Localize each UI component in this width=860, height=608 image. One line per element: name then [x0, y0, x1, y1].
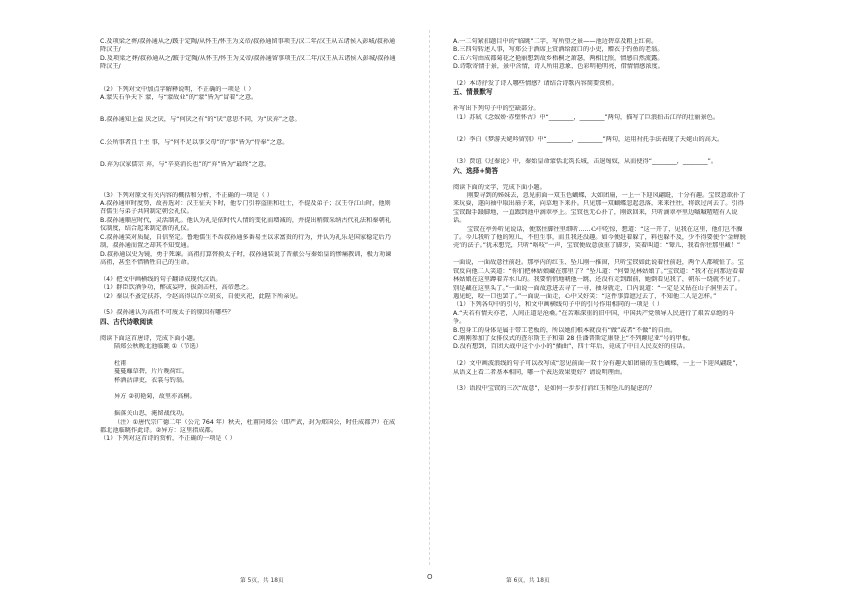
- passage-line: 钗反向他二人笑道：“你们把林姑娘藏在那里了？”坠儿道：“何曾见林姑娘了。”宝钗道：“我才在河那边看着: [453, 267, 745, 275]
- option-line: C.五六句由成都菊花之艳丽想到故乡梧桐之萧瑟，两相比照，情感自然流露。: [453, 54, 664, 62]
- right-column: [453, 38, 769, 394]
- question-stem: （2）下列对文中加点字解释说明，不正确的一项是（ ）: [100, 85, 255, 93]
- option-line: D.弃为汉家儒宗 弃，与“辛莫消长也”的“弃”皆为“最终”之意。: [100, 161, 271, 169]
- poem-line: 蔓蔓蘼草碧，片片晚荷红。: [114, 368, 189, 376]
- section-heading: 六、选择+简答: [453, 166, 499, 175]
- section-heading: 五、情景默写: [453, 88, 493, 97]
- passage-line: 壳’的法子。”犹未想完，只听“咯吱”一声，宝钗便故意放重了脚步，笑着叫道：“颦儿，我看你往那里藏！”: [453, 242, 741, 250]
- section-heading: 四、古代诗歌阅读: [100, 317, 153, 326]
- spacer: [100, 385, 410, 393]
- spacer: [453, 122, 769, 136]
- option-line: 召儒生与弟子共同制定朝会礼仪。: [100, 208, 193, 216]
- option-line: 仪制度，结合起来制定新的礼仪。: [100, 225, 193, 233]
- question-stem: （4）把文中画横线的句子翻译成现代汉语。: [100, 275, 222, 283]
- passage-line: 了。今儿我听了他的短儿，不但生事，而且我还没趣。如今便赶着躲了，料也躲不及，少不得要使个‘金蝉脱: [453, 234, 746, 242]
- spacer: [100, 147, 410, 161]
- spacer: [100, 301, 410, 309]
- page-footer-left: 第 5页，共 18页: [240, 578, 284, 584]
- option-line: B.包身工的身体是属于带工老板的，所以她们根本就没有“做”或者“不做”的自由。: [453, 326, 677, 334]
- text-line: （2）秦以不蚤定扶苏，令赵高得以诈立胡亥，自使灭祀，此陛下所亲见。: [100, 292, 302, 300]
- fill-blank-line: （1）苏轼《念奴娇·赤壁怀古》中“________，________”两句，描写了巨浪拍击江岸的壮丽景色。: [453, 113, 720, 121]
- text-line: （1）群臣饮酒争功，醉或妄呼，拔剑击柱，高帝患之。: [100, 284, 253, 292]
- question-stem: 从语义上看二者基本相同，哪一个表达效果更好？请说明理由。: [453, 368, 627, 376]
- poem-line: 摇落关山思，淹留战伐功。: [114, 410, 189, 418]
- question-stem: （5）叔孙通认为高祖不可废太子的原因有哪些？: [100, 309, 234, 317]
- question-stem: （1）下列各句中的引号，和文中画横线句子中的引号作用相同的一项是（ ）: [453, 301, 664, 309]
- instruction-line: 阅读下面的文字，完成下面小题。: [453, 183, 546, 191]
- fill-blank-line: （3）贾谊《过秦论》中，秦始皇命蒙恬北筑长城，击退匈奴，从而使得“________，________”。: [453, 158, 718, 166]
- option-line: D.叔孙通以史为镜，勇于死谏。高祖打算替换太子时，叔孙通装说了晋献公与秦始皇的惨痛教训，极力劝谏: [100, 250, 392, 258]
- option-line: 争。: [453, 318, 466, 326]
- instruction-line: 补写出下列句子中的空缺部分。: [453, 105, 540, 113]
- passage-line: 刚要寻到的姊妹去，忽见前面一双玉色蝴蝶，大如团扇，一上一下迎风翩跹，十分有趣。宝钗意欲扑了: [467, 192, 746, 200]
- option-line: C.公所事者且十主 事，与“何不足以事父母”的“事”皆为“侍奉”之意。: [100, 138, 289, 146]
- spacer: [100, 402, 410, 410]
- option-line: B.叔孙通知上益 厌之厌，与“何厌之有”的“厌”意思不同，为“厌弃”之意。: [100, 116, 301, 124]
- text-line: 降汉王/: [100, 63, 121, 71]
- spacer: [453, 377, 769, 385]
- passage-line: 别是藏在这里头了。”一面说一面故意进去寻了一寻，抽身就走，口内说道：“一定是又钻在山子洞里去了。: [453, 284, 741, 292]
- question-stem: （3）下列对原文有关内容的概括和分析，不正确的一项是（ ）: [100, 191, 273, 199]
- binding-mark: O: [427, 573, 433, 581]
- spacer: [453, 144, 769, 158]
- question-stem: （1）下列对这首诗的赏析，不正确的一项是（ ）: [100, 435, 236, 443]
- left-column: [100, 38, 410, 444]
- option-line: C.叔孙通笑对质疑，自信坚定。鲁地儒生不齿叔孙通多番易主以求富贵的行为，并认为礼乐是国家稳定后乃: [100, 233, 391, 241]
- option-line: 制，叔孙通而置之却其不知变通。: [100, 242, 193, 250]
- passage-line: 林姑娘在这里蹲着弄水儿的。我要悄悄地唬他一跳，还没有走到跟前，她倒看见我了，朝东一绕就不见了。: [453, 276, 744, 284]
- poem-line: 异方 ②初艳菊，故里亦高桐。: [114, 393, 196, 401]
- spacer: [100, 125, 410, 139]
- passage-line: 遇见蛇，咬一口也罢了。”一面说一面走，心中又好笑：“这件事算遮过去了，不知他二人是怎样。”: [453, 292, 717, 300]
- instruction-line: 阅读下面这首唐诗，完成下面小题。: [100, 334, 199, 342]
- option-line: A.蒙失石争天下 蒙，与“蒙故业”的“蒙”皆为“冒着”之意。: [100, 94, 258, 102]
- spacer: [453, 72, 769, 80]
- spacer: [100, 72, 410, 86]
- question-stem: （3）语段中宝钗的三次“故意”，是如何一步步打消红玉和坠儿的疑虑的？: [453, 385, 656, 393]
- poem-title: 陪郑公秋晚北池临眺 ①（节选）: [114, 342, 202, 350]
- fill-blank-line: （2）李白《梦游天姥吟留别》中“________，________”两句，运用衬托手法表现了天姥山的高大。: [453, 136, 724, 144]
- poem-note: （注）①唐代宗广德二年（公元 764 年）秋天，杜甫同郑公（即严武，封为郑国公，时任成都尹）在成: [114, 418, 396, 426]
- poem-line: 杯酒沾津吏，衣裳与钓翁。: [114, 376, 189, 384]
- spacer: [453, 352, 769, 360]
- spacer: [100, 170, 410, 192]
- option-line: B.三四句转述人事，写郑公于酒席上赏酒给渡口的小吏，赠衣于钓鱼的老翁。: [453, 46, 664, 54]
- page-footer-right: 第 6页，共 18页: [506, 578, 550, 584]
- option-line: 高祖，甚至不惜牺牲自己的生命。: [100, 258, 193, 266]
- passage-line: 宝钗在亭外听见说话，便煞住脚往里细听……心中吃惊，想道：“这一开了，见我在这里，他们岂不臊: [467, 225, 743, 233]
- text-line: D.及项梁之葬/叔孙通从之/跛于定陶/从怀王/怀王为义帝/叔孙通留事项王/汉二年/汉王从五诸侯入彭城/叔孙通: [100, 54, 396, 62]
- option-line: A.叔孙通审时度势，故善选对：汉王征天下时，他专门引荐盗匪和壮士，不提及弟子；汉王夺江山时，他则: [100, 200, 391, 208]
- spacer: [100, 267, 410, 275]
- spacer: [100, 102, 410, 116]
- text-line: C.及项梁之葬/叔孙通从之/跛于定陶/从怀王/怀王为义帝/叔孙通留事项王/汉二年/汉王从五诸侯入彭城/叔孙通: [100, 38, 396, 45]
- passage-line: 宝钗蹑手蹑脚地，一直跟到池中滴翠亭上。宝钗也无心扑了，刚欲回来，只听滴翠亭里边嘁嘁喳喳有人说: [453, 208, 738, 216]
- right-page: [430, 0, 860, 608]
- spacer: [100, 326, 410, 334]
- option-line: C.刚刚参加了女排仪式的查尔斯王子和第 28 任潘普斯定康登上“不列颠尼亚”号的甲板。: [453, 334, 695, 342]
- spacer: [453, 175, 769, 183]
- passage-line: 话。: [453, 217, 466, 225]
- passage-line: 一面说，一面故意往前赶。那亭内的红玉、坠儿刚一推窗，只听宝钗如此说着往前赶，两个人都唬怔了。宝: [453, 259, 744, 267]
- spacer: [453, 97, 769, 105]
- spacer: [453, 251, 769, 259]
- option-line: D.诗歌寄情于景，景中含情，诗人所用意象，色彩明艳明亮，借情情感浓度。: [453, 63, 664, 71]
- poem-author: 杜甫: [114, 359, 127, 367]
- option-line: A.一二句紧扣题目中的“临眺”二字，写所望之景——池边碧草及粗上红荷。: [453, 38, 658, 45]
- spacer: [100, 351, 410, 359]
- passage-line: 来玩耍，遂向袖中取出扇子来，向草地下来扑。只见那一双蝴蝶忽起忽落，来来往往，将欲过河去了。引得: [453, 200, 744, 208]
- option-line: B.叔孙通顺应时代，灵活制礼。他认为礼是依时代人情的变化而增减的，并提出稍微采纳古代礼法和秦朝礼: [100, 216, 391, 224]
- poem-note: 都北池临眺作此诗。②异方：这里指成都。: [100, 426, 217, 434]
- question-stem: （2）本诗抒发了诗人哪些情感？请结合诗歌内容简要赏析。: [453, 80, 618, 88]
- text-line: 降汉王/: [100, 46, 121, 54]
- option-line: D.没有想到，百团大战中这个小小的“插曲”，四十年后，竟成了中日人民友好的佳话。: [453, 343, 689, 351]
- question-stem: （2）文中画波浪线的句子可以改写成“忽见前面一双十分有趣大如团扇的玉色蝴蝶，一上一下迎风翩跹”，: [453, 360, 742, 368]
- option-line: A.“天若有情天亦老，人间正道是沧桑。”在苦难深重的旧中国，中国共产党领导人民进行了艰苦卓绝的斗: [453, 309, 735, 317]
